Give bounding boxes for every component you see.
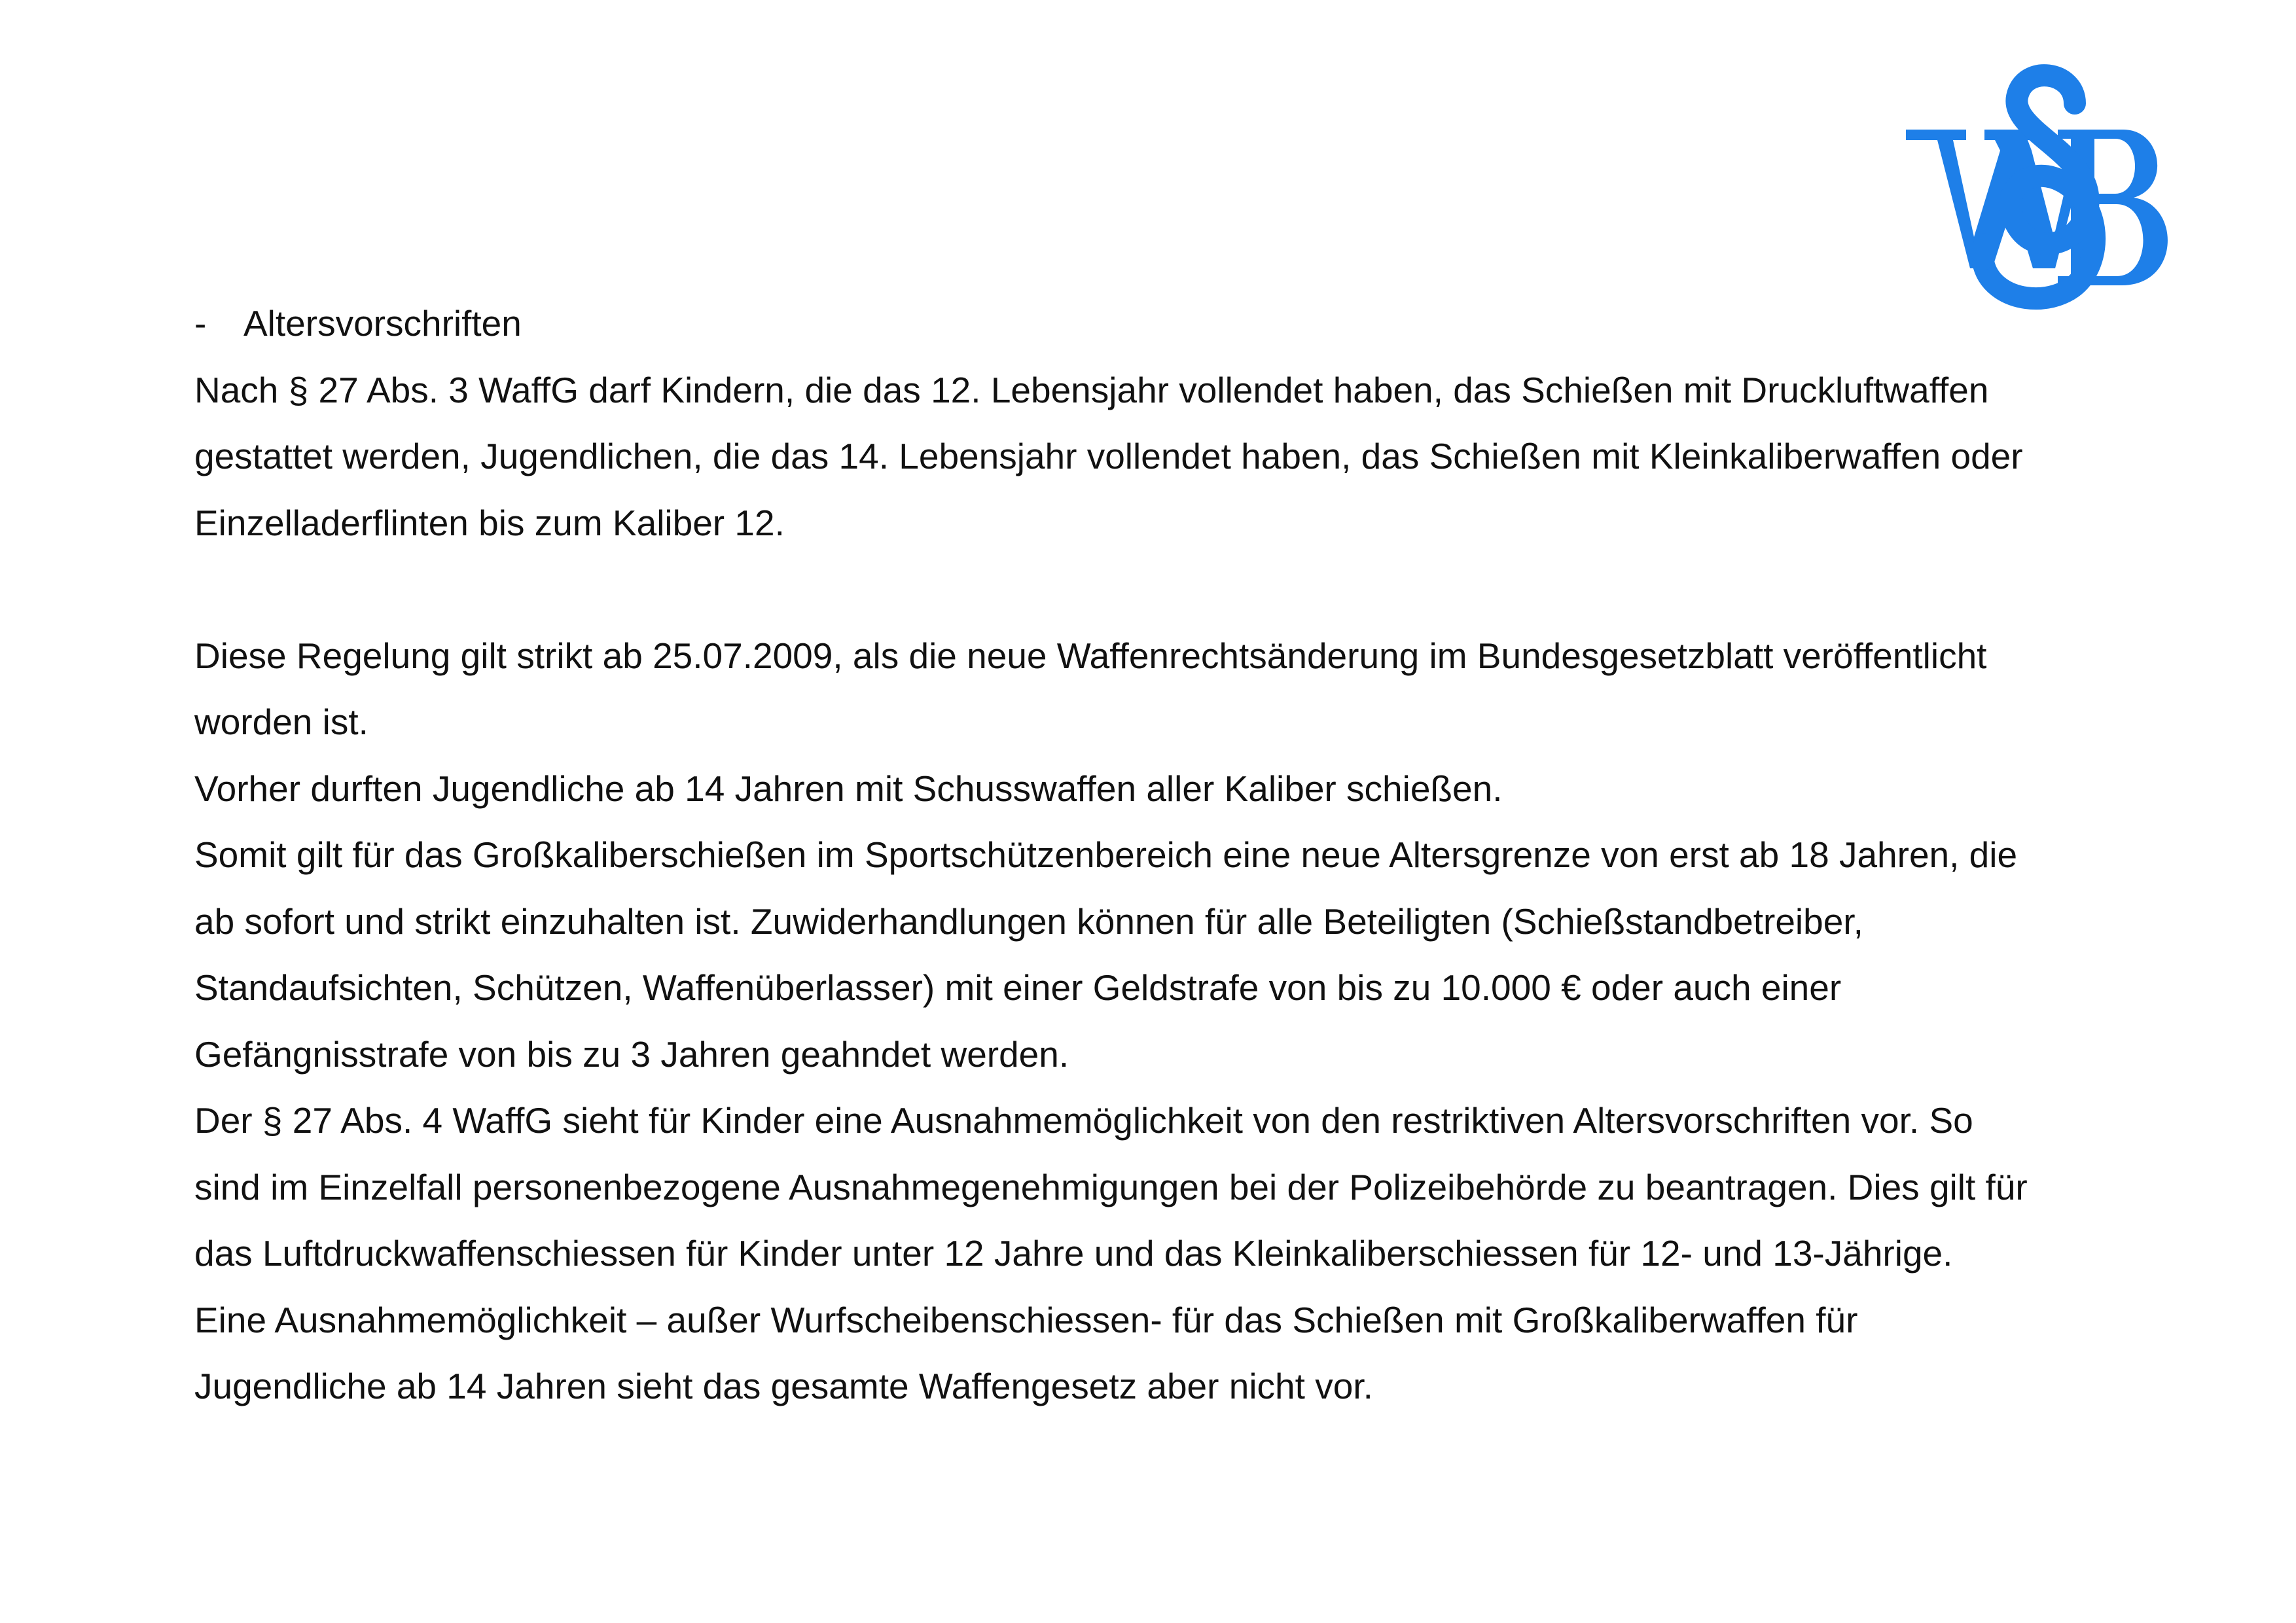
section-heading-label: Altersvorschriften (243, 303, 522, 344)
wsb-logo-mark (1906, 75, 2168, 298)
text-line: gestattet werden, Jugendlichen, die das 14. Lebensjahr vollendet haben, das Schießen mit Kleinkaliberwaffen oder (194, 436, 2023, 476)
paragraph-1 (194, 357, 2191, 557)
text-line: ab sofort und strikt einzuhalten ist. Zuwiderhandlungen können für alle Beteiligten (Schießstandbetreiber, (194, 901, 1863, 942)
wsb-logo (1906, 52, 2187, 327)
text-line: worden ist. (194, 702, 368, 742)
text-line: Der § 27 Abs. 4 WaffG sieht für Kinder eine Ausnahmemöglichkeit von den restriktiven Altersvorschriften vor. So (194, 1100, 1973, 1141)
text-line: Jugendliche ab 14 Jahren sieht das gesamte Waffengesetz aber nicht vor. (194, 1366, 1373, 1406)
paragraph-spacer (194, 556, 2191, 623)
text-line: Standaufsichten, Schützen, Waffenüberlasser) mit einer Geldstrafe von bis zu 10.000 € oder auch einer (194, 967, 1842, 1008)
text-line: Gefängnisstrafe von bis zu 3 Jahren geahndet werden. (194, 1033, 1069, 1075)
text-line: Nach § 27 Abs. 3 WaffG darf Kindern, die das 12. Lebensjahr vollendet haben, das Schießen mit Druckluftwaffen (194, 369, 1989, 410)
text-line: sind im Einzelfall personenbezogene Ausnahmegenehmigungen bei der Polizeibehörde zu beantragen. Dies gilt für (194, 1166, 2028, 1207)
section-heading (194, 291, 2191, 357)
text-line: Einzelladerflinten bis zum Kaliber 12. (194, 502, 785, 543)
bullet-dash: - (194, 303, 207, 344)
document-body (194, 291, 2191, 1420)
text-line: Somit gilt für das Großkaliberschießen im Sportschützenbereich eine neue Altersgrenze von erst ab 18 Jahren, die (194, 834, 2018, 875)
text-line: Diese Regelung gilt strikt ab 25.07.2009, als die neue Waffenrechtsänderung im Bundesgesetzblatt veröffentlicht (194, 635, 1987, 676)
text-line: Vorher durften Jugendliche ab 14 Jahren mit Schusswaffen aller Kaliber schießen. (194, 768, 1503, 809)
text-line: das Luftdruckwaffenschiessen für Kinder unter 12 Jahre und das Kleinkaliberschiessen für 12- und 13-Jährige. (194, 1233, 1953, 1274)
paragraph-2 (194, 623, 2191, 1420)
text-line: Eine Ausnahmemöglichkeit – außer Wurfscheibenschiessen- für das Schießen mit Großkaliberwaffen für (194, 1299, 1858, 1340)
